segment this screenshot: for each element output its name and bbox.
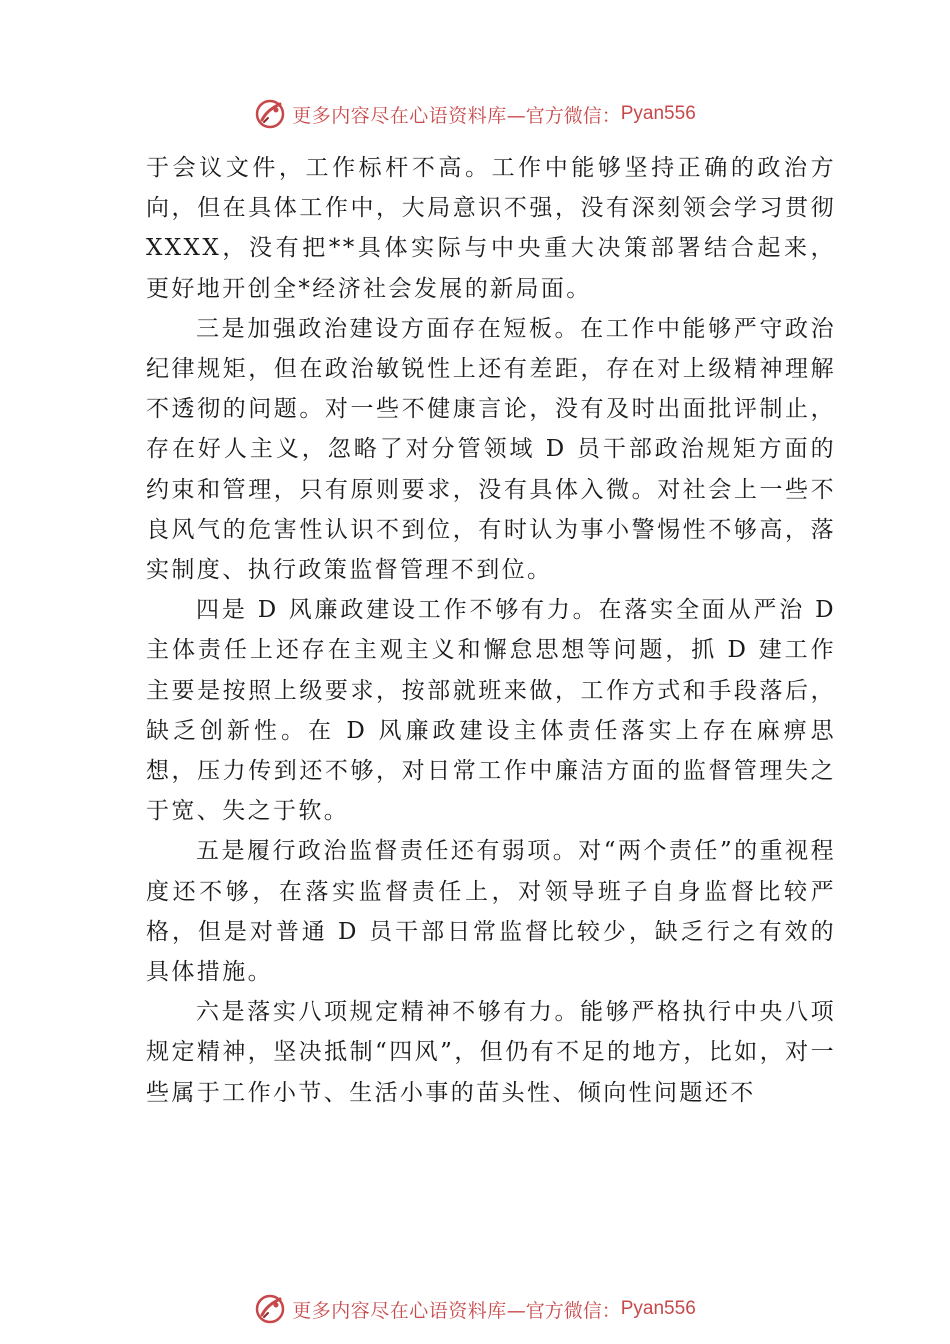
footer-label: —官方微信： bbox=[506, 1299, 621, 1322]
footer-title: 更多内容尽在心语资料库 bbox=[292, 1299, 507, 1322]
paragraph-5: 六是落实八项规定精神不够有力。能够严格执行中央八项规定精神，坚决抵制“四风”，但仍有不足的地方，比如，对一些属于工作小节、生活小事的苗头性、倾向性问题还不 bbox=[146, 999, 836, 1106]
logo-icon bbox=[254, 98, 286, 130]
header-label: —官方微信： bbox=[506, 104, 621, 127]
paragraph-2: 三是加强政治建设方面存在短板。在工作中能够严守政治纪律规矩，但在政治敏锐性上还有差距，存在对上级精神理解不透彻的问题。对一些不健康言论，没有及时出面批评制止，存在好人主义，忽略了对分管领域 D 员干部政治规矩方面的约束和管理，只有原则要求，没有具体入微。对社会上一些不良风气的危害性认识不到位，有时认为事小警惕性不够高，落实制度、执行政策监督管理不到位。 bbox=[146, 315, 836, 584]
paragraph-1: 于会议文件，工作标杆不高。工作中能够坚持正确的政治方向，但在具体工作中，大局意识不强，没有深刻领会学习贯彻 XXXX，没有把**具体实际与中央重大决策部署结合起来， 更好地开创全*经济社会发展的新局面。 bbox=[146, 155, 836, 302]
paragraph-3: 四是 D 风廉政建设工作不够有力。在落实全面从严治 D 主体责任上还存在主观主义和懈怠思想等问题，抓 D 建工作主要是按照上级要求，按部就班来做，工作方式和手段落后， 缺乏创新性。在 D 风廉政建设主体责任落实上存在麻痹思想，压力传到还不够，对日常工作中廉洁方面的监督管理失之于宽、失之于软。 bbox=[146, 597, 836, 825]
paragraph-4: 五是履行政治监督责任还有弱项。对“两个责任”的重视程度还不够，在落实监督责任上，对领导班子自身监督比较严格，但是对普通 D 员干部日常监督比较少，缺乏行之有效的具体措施。 bbox=[146, 838, 836, 986]
footer-wechat-id: Pyan556 bbox=[620, 1298, 696, 1319]
header-title: 更多内容尽在心语资料库 bbox=[292, 104, 507, 127]
header-wechat-id: Pyan556 bbox=[620, 103, 696, 124]
footer-banner bbox=[0, 1291, 950, 1327]
document-body bbox=[146, 148, 836, 1113]
logo-icon bbox=[254, 1293, 286, 1325]
header-banner bbox=[0, 96, 950, 132]
